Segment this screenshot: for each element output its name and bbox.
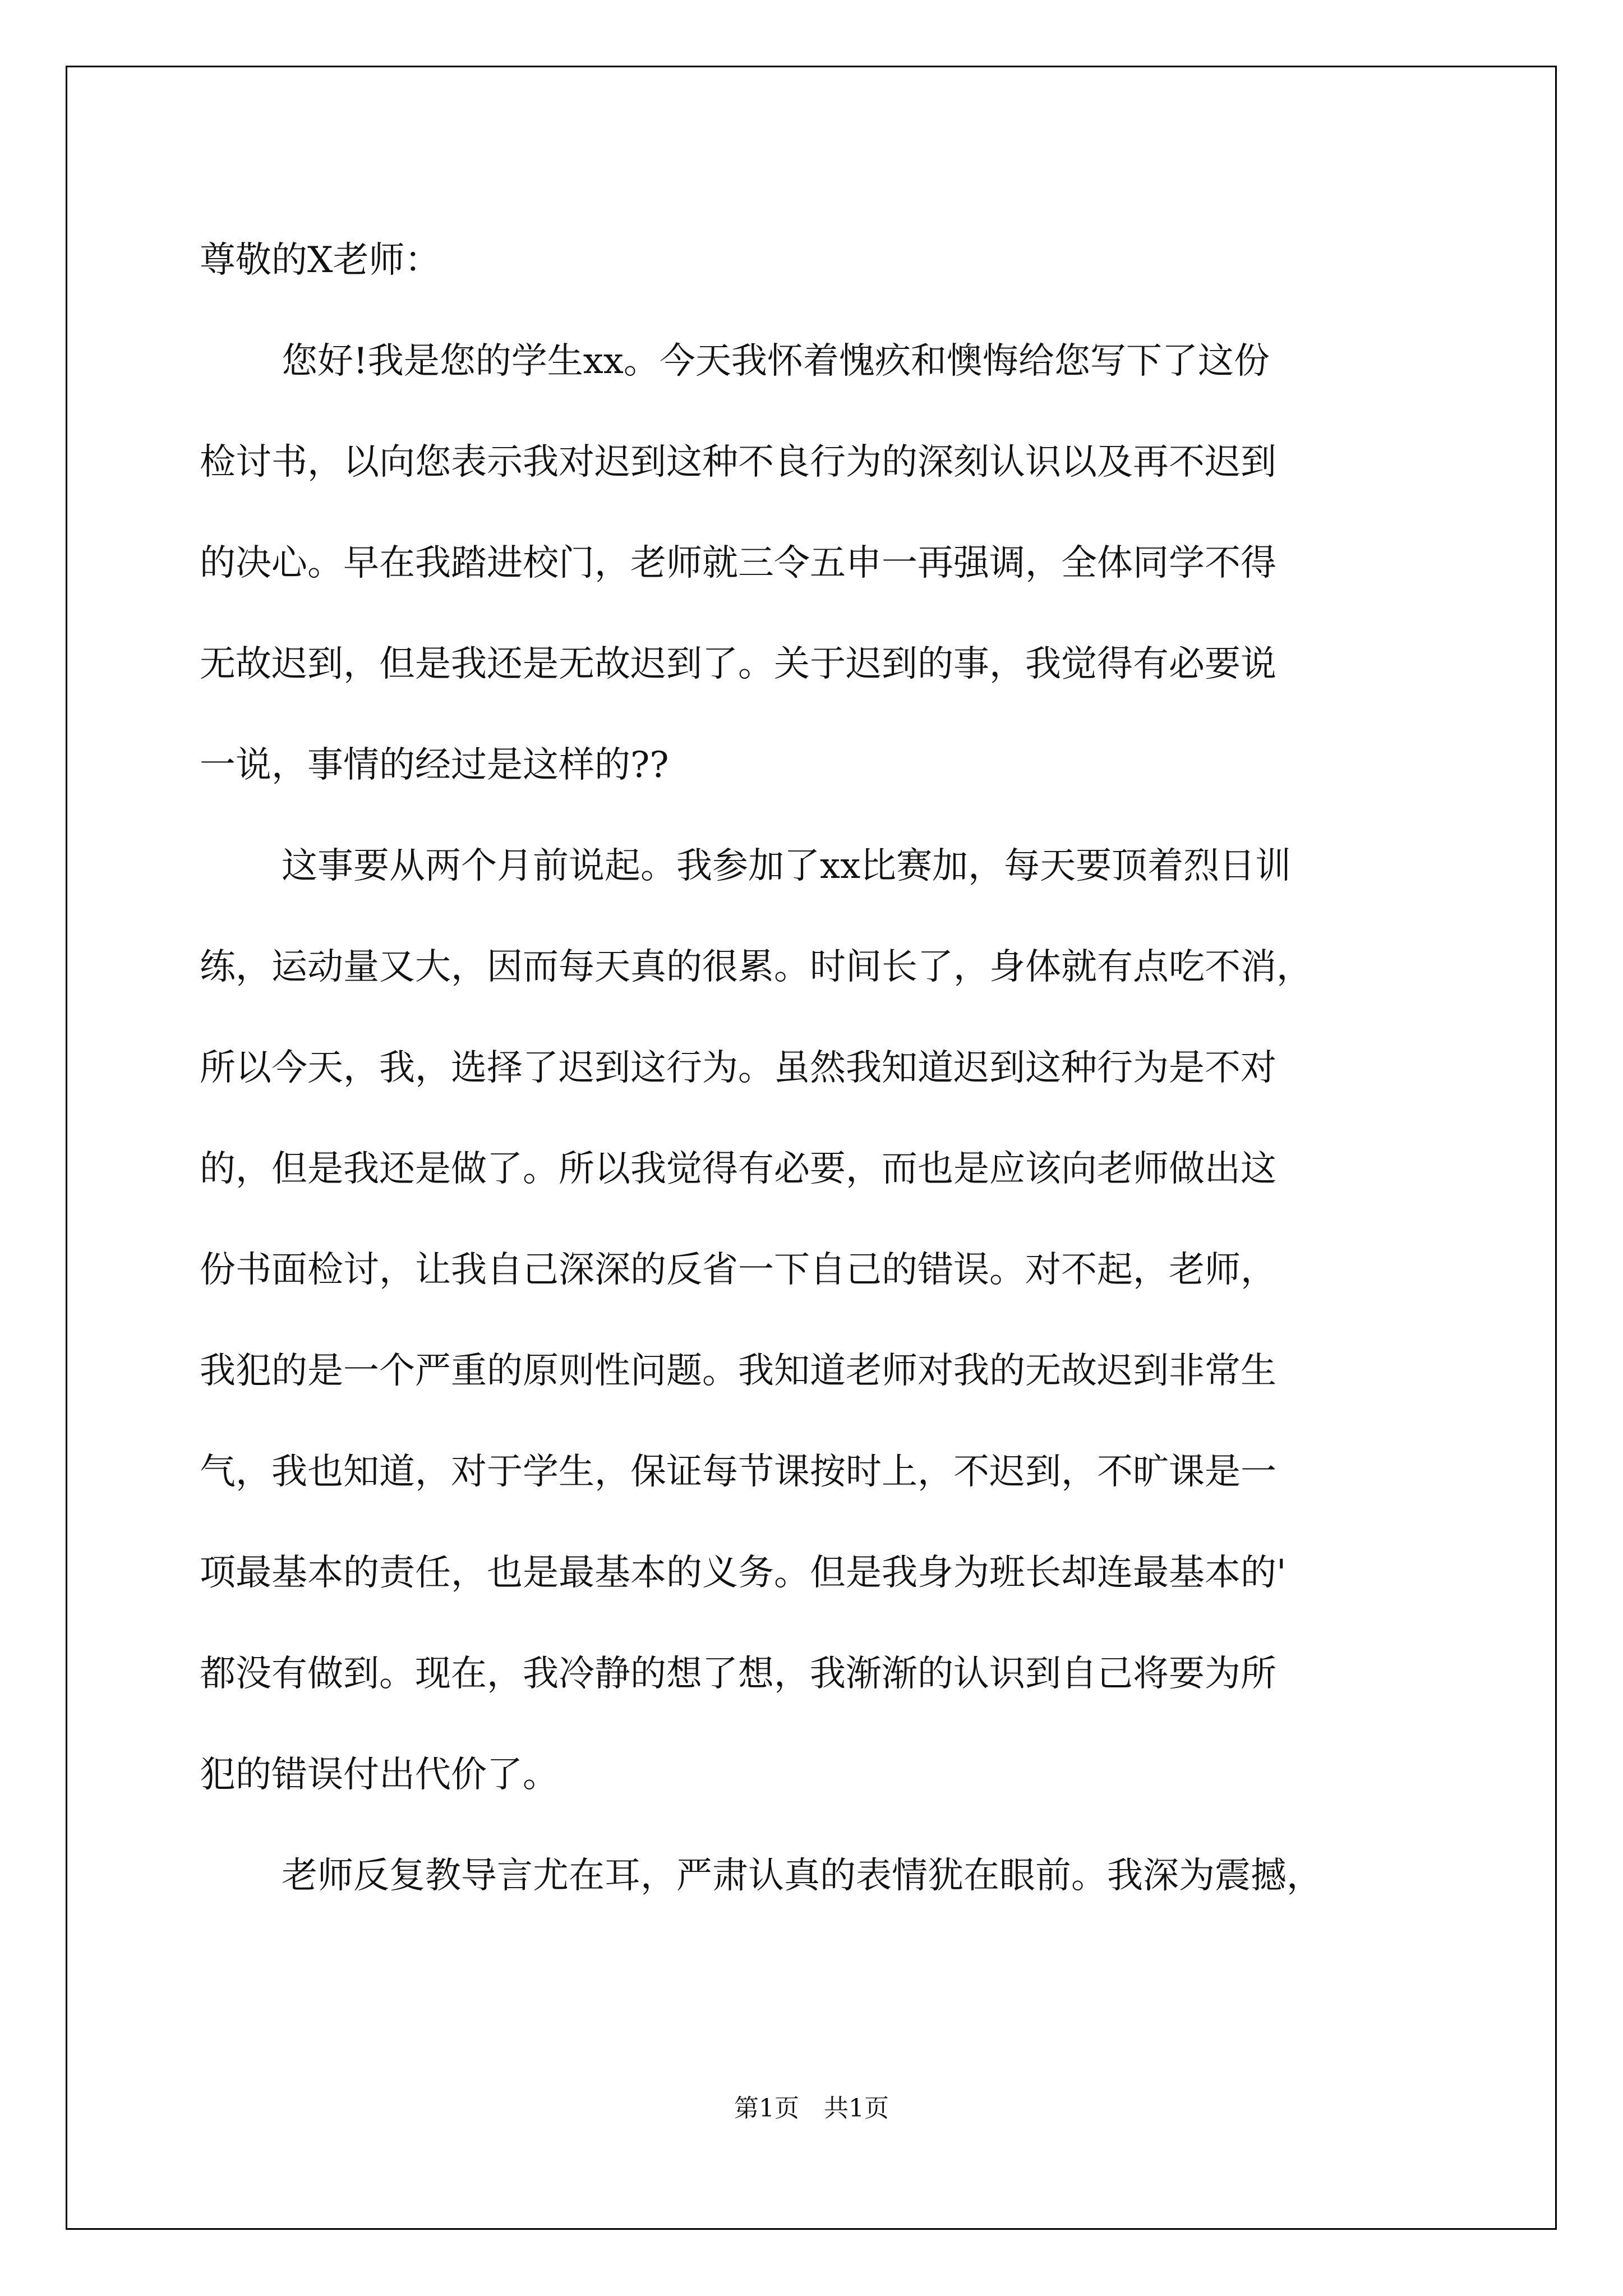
text-line: 无故迟到，但是我还是无故迟到了。关于迟到的事，我觉得有必要说	[200, 643, 1276, 685]
text-line: 犯的错误付出代价了。	[200, 1754, 559, 1796]
text-line: 这事要从两个月前说起。我参加了xx比赛加，每天要顶着烈日训	[282, 845, 1292, 887]
text-line: 项最基本的责任，也是最基本的义务。但是我身为班长却连最基本的'	[200, 1552, 1287, 1594]
greeting-line: 尊敬的X老师：	[200, 240, 441, 281]
text-line: 一说，事情的经过是这样的??	[200, 744, 669, 786]
text-line: 的决心。早在我踏进校门，老师就三令五申一再强调，全体同学不得	[200, 542, 1276, 584]
text-line: 的，但是我还是做了。所以我觉得有必要，而也是应该向老师做出这	[200, 1148, 1276, 1190]
text-line: 您好!我是您的学生xx。今天我怀着愧疚和懊悔给您写下了这份	[282, 341, 1270, 382]
text-line: 练，运动量又大，因而每天真的很累。时间长了，身体就有点吃不消，	[200, 946, 1312, 988]
text-line: 都没有做到。现在，我冷静的想了想，我渐渐的认识到自己将要为所	[200, 1653, 1276, 1695]
text-line: 气，我也知道，对于学生，保证每节课按时上，不迟到，不旷课是一	[200, 1451, 1276, 1493]
page-footer: 第1页 共1页	[734, 2094, 889, 2123]
text-line: 检讨书，以向您表示我对迟到这种不良行为的深刻认识以及再不迟到	[200, 441, 1276, 483]
text-line: 老师反复教导言尤在耳，严肃认真的表情犹在眼前。我深为震撼，	[282, 1855, 1322, 1897]
text-line: 份书面检讨，让我自己深深的反省一下自己的错误。对不起，老师，	[200, 1249, 1276, 1291]
text-line: 我犯的是一个严重的原则性问题。我知道老师对我的无故迟到非常生	[200, 1350, 1276, 1392]
text-line: 所以今天，我，选择了迟到这行为。虽然我知道迟到这种行为是不对	[200, 1047, 1276, 1089]
